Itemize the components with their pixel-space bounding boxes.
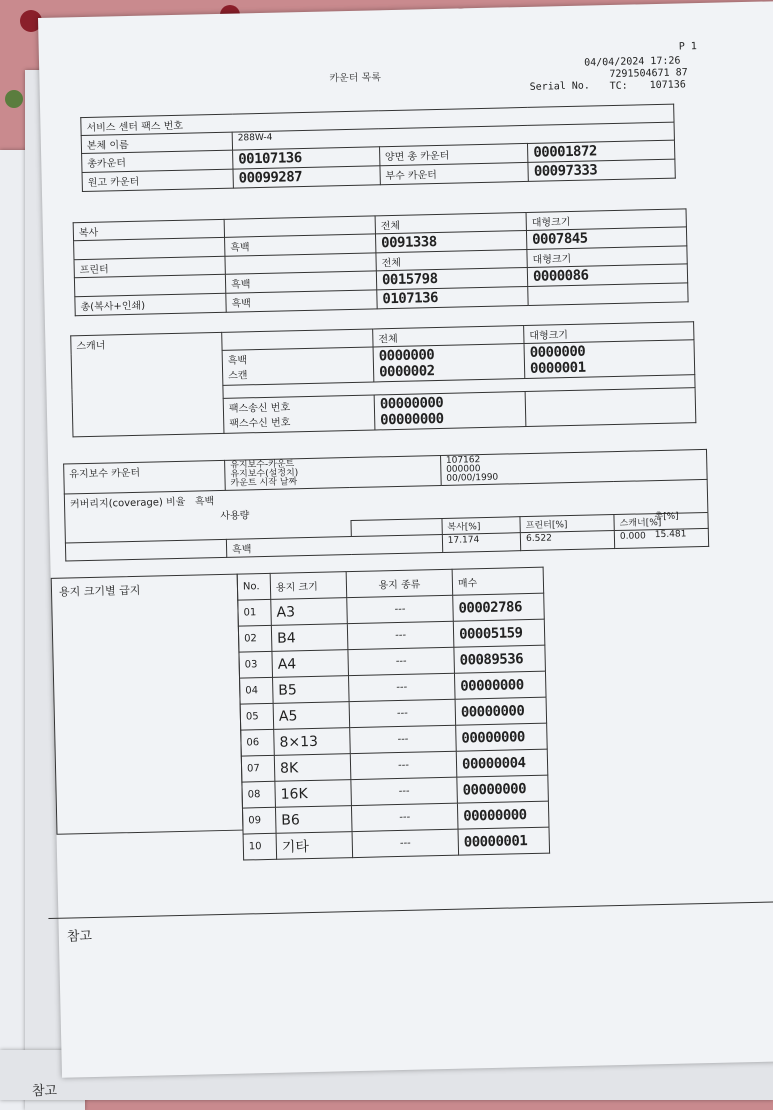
paper-no: 08 bbox=[242, 781, 276, 808]
bottom-note-label: 참고 bbox=[32, 1084, 58, 1099]
paper-no: 04 bbox=[240, 677, 274, 704]
scanner-bw-large: 0000000 bbox=[529, 343, 586, 361]
report-title: 카운터 목록 bbox=[329, 72, 382, 85]
maintenance-table bbox=[63, 449, 709, 562]
total-counter-value: 00107136 bbox=[233, 147, 380, 169]
serial-label: Serial No. bbox=[529, 80, 591, 93]
paper-type: --- bbox=[347, 595, 454, 623]
printer-large-value: 0000086 bbox=[527, 264, 687, 287]
scanner-table bbox=[70, 321, 696, 437]
total-counter-label: 총카운터 bbox=[82, 150, 233, 172]
original-counter-value: 00099287 bbox=[233, 166, 380, 188]
maintenance-row2-label: 유지보수(설정치) bbox=[230, 468, 299, 480]
coverage-label: 커버리지(coverage) 비율 bbox=[69, 496, 186, 511]
paper-no: 07 bbox=[241, 755, 275, 782]
paper-count: 00000001 bbox=[458, 827, 550, 855]
printer-total-value: 0015798 bbox=[376, 267, 527, 289]
paper-count: 00000000 bbox=[455, 697, 547, 725]
paper-size: 기타 bbox=[276, 832, 353, 860]
paper-size: B6 bbox=[275, 806, 352, 834]
paper-col-type: 용지 종류 bbox=[346, 569, 453, 597]
scanner-total-label: 전체 bbox=[373, 326, 524, 347]
scanner-pct-value: 0.000 bbox=[614, 528, 708, 548]
paper-size: A4 bbox=[272, 650, 349, 678]
copy-large-label: 대형크기 bbox=[526, 209, 686, 231]
sum-label: 총(복사+인쇄) bbox=[75, 293, 226, 315]
paper-col-size: 용지 크기 bbox=[270, 572, 347, 600]
maintenance-label: 유지보수 카운터 bbox=[64, 460, 226, 494]
col-scanner-pct: 스캐너[%] bbox=[614, 512, 708, 530]
copy-total-value: 0091338 bbox=[375, 230, 526, 252]
paper-no: 09 bbox=[242, 807, 276, 834]
fax-recv-label: 팩스수신 번호 bbox=[229, 417, 291, 430]
paper-no: 02 bbox=[238, 625, 272, 652]
page-number: P 1 bbox=[678, 41, 698, 53]
printer-large-label: 대형크기 bbox=[527, 246, 687, 268]
paper-no: 06 bbox=[241, 729, 275, 756]
maintenance-row1-value: 107162 bbox=[445, 455, 481, 466]
paper-type: --- bbox=[351, 803, 458, 831]
tc-value: 107136 bbox=[649, 79, 686, 92]
paper-type: --- bbox=[347, 621, 454, 649]
copy-bw-label: 흑백 bbox=[225, 234, 376, 256]
col-total-pct: 총[%] bbox=[654, 511, 679, 523]
usage-label: 사용량 bbox=[220, 510, 250, 522]
model-label: 본체 이름 bbox=[81, 132, 232, 153]
duplex-value: 00001872 bbox=[528, 140, 675, 162]
paper-type: --- bbox=[348, 647, 455, 675]
duplex-label: 양면 총 카운터 bbox=[379, 143, 528, 165]
info-table bbox=[80, 104, 676, 192]
paper-count: 00089536 bbox=[454, 645, 546, 673]
paper-col-count: 매수 bbox=[452, 567, 544, 595]
tc-label: TC: bbox=[609, 80, 628, 93]
paper-type: --- bbox=[348, 673, 455, 701]
coverage-row-label: 흑백 bbox=[226, 534, 442, 557]
paper-no: 10 bbox=[243, 833, 277, 860]
paper-size: 16K bbox=[275, 780, 352, 808]
sum-bw-label: 흑백 bbox=[226, 290, 377, 312]
table-row bbox=[243, 827, 550, 860]
paper-count: 00000000 bbox=[456, 723, 548, 751]
notes-label: 참고 bbox=[66, 929, 93, 945]
sum-total-value: 0107136 bbox=[377, 286, 528, 308]
maintenance-row3-label: 카운트 시작 날짜 bbox=[230, 477, 298, 489]
paper-type: --- bbox=[352, 829, 459, 857]
fax-send-value: 00000000 bbox=[379, 394, 444, 413]
paper-col-no: No. bbox=[237, 573, 271, 600]
scanner-bw-total: 0000000 bbox=[378, 347, 435, 365]
paper-type: --- bbox=[349, 699, 456, 727]
maintenance-row1-label: 유지보수-카운트 bbox=[230, 459, 295, 471]
model-value: 288W-4 bbox=[232, 122, 674, 150]
copy-large-value: 0007845 bbox=[526, 227, 686, 250]
paper-size: B4 bbox=[271, 624, 348, 652]
serial-number: 7291504671 87 bbox=[609, 67, 688, 81]
maintenance-row3-value: 00/00/1990 bbox=[446, 472, 499, 484]
col-copy-pct: 복사[%] bbox=[442, 517, 521, 535]
notes-divider bbox=[48, 901, 773, 919]
paper-count: 00000000 bbox=[457, 775, 549, 803]
scanner-scan-label: 스캔 bbox=[228, 370, 248, 382]
paper-count: 00002786 bbox=[453, 593, 545, 621]
scanner-large-label: 대형크기 bbox=[524, 322, 694, 344]
copy-label: 복사 bbox=[73, 219, 224, 240]
paper-size: 8×13 bbox=[274, 728, 351, 756]
printer-label: 프린터 bbox=[74, 256, 225, 277]
coverage-bw-label: 흑백 bbox=[194, 496, 215, 508]
paper-type: --- bbox=[350, 725, 457, 753]
paper-table bbox=[237, 567, 550, 861]
copy-pct-value: 17.174 bbox=[442, 533, 521, 553]
counter-report-page bbox=[38, 1, 773, 1078]
fax-send-label: 팩스송신 번호 bbox=[228, 402, 291, 415]
maintenance-row2-value: 000000 bbox=[446, 464, 481, 475]
paper-no: 01 bbox=[238, 599, 272, 626]
printer-bw-label: 흑백 bbox=[225, 271, 376, 293]
scanner-scan-large: 0000001 bbox=[529, 359, 586, 377]
scanner-label: 스캐너 bbox=[71, 332, 224, 436]
paper-size: 8K bbox=[274, 754, 351, 782]
paper-size: A3 bbox=[271, 598, 348, 626]
paper-size: B5 bbox=[273, 676, 350, 704]
paper-no: 03 bbox=[239, 651, 273, 678]
paper-count: 00000000 bbox=[457, 801, 549, 829]
paper-section-box bbox=[51, 574, 244, 835]
original-counter-label: 원고 카운터 bbox=[82, 169, 233, 191]
sub-counter-label: 부수 카운터 bbox=[380, 162, 529, 184]
paper-type: --- bbox=[351, 777, 458, 805]
printer-pct-value: 6.522 bbox=[520, 531, 614, 551]
paper-no: 05 bbox=[240, 703, 274, 730]
scanner-bw-label: 흑백 bbox=[227, 355, 248, 367]
copy-total-label: 전체 bbox=[375, 212, 526, 233]
paper-size: A5 bbox=[273, 702, 350, 730]
fax-recv-value: 00000000 bbox=[380, 410, 444, 429]
copy-print-table bbox=[73, 208, 689, 316]
service-fax-label: 서비스 센터 팩스 번호 bbox=[81, 104, 674, 135]
paper-count: 00000000 bbox=[454, 671, 546, 699]
sub-counter-value: 00097333 bbox=[528, 159, 675, 181]
paper-count: 00005159 bbox=[453, 619, 545, 647]
paper-type: --- bbox=[350, 751, 457, 779]
col-printer-pct: 프린터[%] bbox=[520, 515, 614, 533]
printer-total-label: 전체 bbox=[376, 249, 527, 270]
scanner-scan-total: 0000002 bbox=[378, 363, 435, 381]
paper-section-label: 용지 크기별 급지 bbox=[58, 583, 141, 599]
paper-count: 00000004 bbox=[456, 749, 548, 777]
total-pct-value: 15.481 bbox=[654, 529, 687, 541]
report-datetime: 04/04/2024 17:26 bbox=[584, 55, 681, 69]
